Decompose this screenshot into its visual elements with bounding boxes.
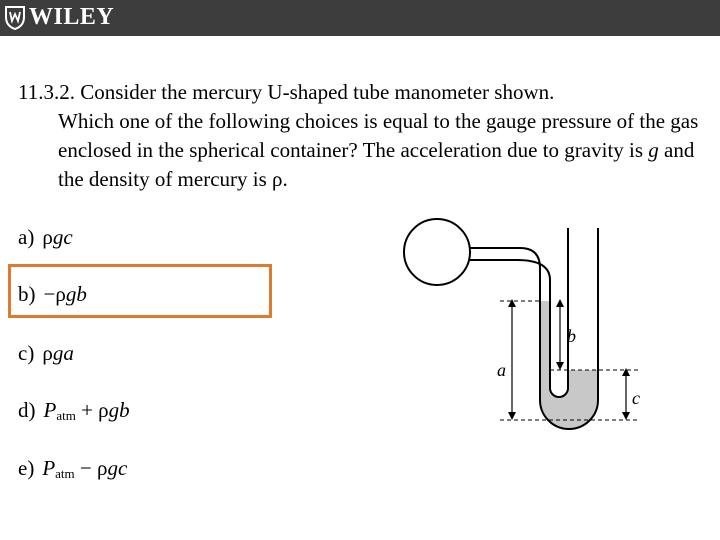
header-bar	[0, 0, 720, 36]
arrow-a-head-up	[508, 299, 516, 307]
choice-b[interactable]: b) −ρgb	[18, 282, 87, 306]
wiley-logo	[4, 2, 114, 32]
question-number: 11.3.2.	[18, 80, 75, 104]
density-symbol: ρ.	[272, 167, 288, 191]
arrow-c-head-up	[622, 368, 630, 376]
tube-inner-wall	[470, 260, 528, 270]
question-text	[18, 78, 708, 194]
brand-name: WILEY	[29, 3, 115, 30]
question-middle: and the density of mercury is	[58, 138, 695, 191]
label-a: a	[497, 360, 506, 380]
question-line1: Consider the mercury U-shaped tube manometer shown.	[80, 80, 555, 104]
wiley-emblem-icon	[4, 4, 26, 30]
choice-a[interactable]: a) ρgc	[18, 225, 73, 249]
arrow-b-head-down	[556, 362, 564, 370]
tube-inner-wall-2	[470, 228, 568, 397]
choice-c[interactable]: c) ρga	[18, 341, 74, 365]
arrow-c-head-down	[622, 412, 630, 420]
label-c: c	[632, 388, 640, 408]
arrow-a-head-down	[508, 412, 516, 420]
arrow-b-head-up	[556, 299, 564, 307]
label-b: b	[567, 326, 576, 346]
choice-e[interactable]: e) Patm − ρgc	[18, 456, 128, 481]
question-body: Which one of the following choices is equal to the gauge pressure of the gas enclosed in the spherical container? The acceleration due to gravity is	[58, 109, 699, 162]
choice-d[interactable]: d) Patm + ρgb	[18, 398, 130, 423]
gas-container-sphere	[404, 219, 470, 285]
manometer-diagram	[400, 210, 650, 440]
gravity-symbol: g	[648, 138, 659, 162]
